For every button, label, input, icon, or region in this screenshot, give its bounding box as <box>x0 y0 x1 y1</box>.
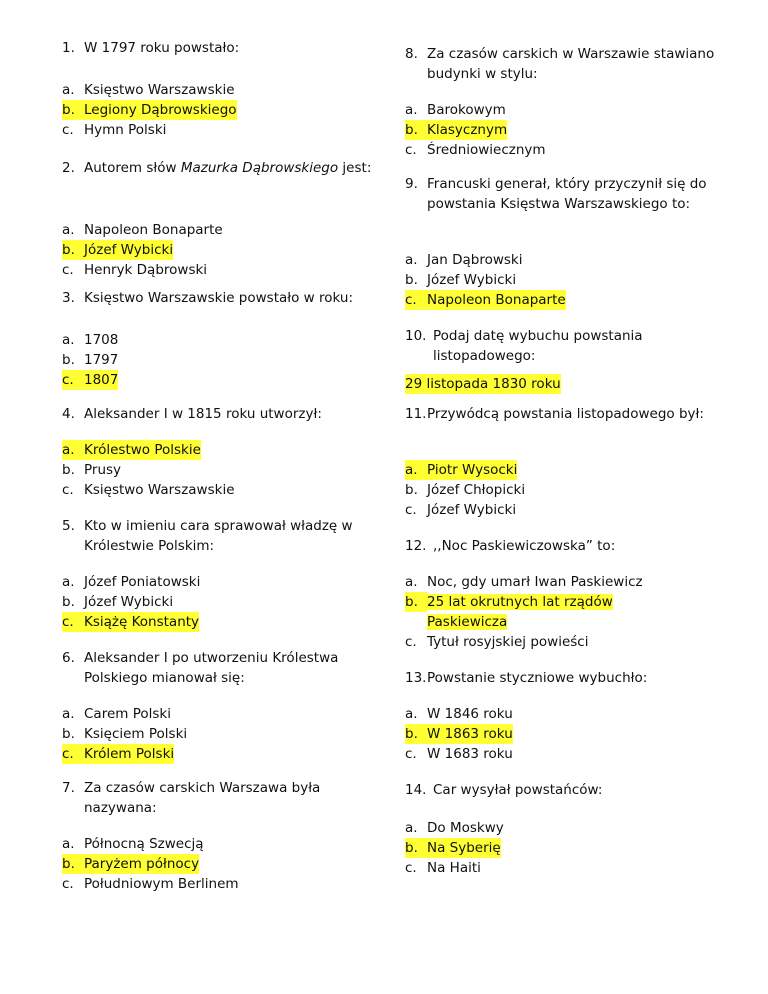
question-13 <box>405 668 725 688</box>
option-b: b. Józef Wybicki <box>62 242 174 258</box>
options-13 <box>405 704 725 764</box>
option-b: b. Legiony Dąbrowskiego <box>62 102 237 118</box>
option-c: c. Księstwo Warszawskie <box>62 482 235 498</box>
question-text: Przywódcą powstania listopadowego był: <box>427 406 704 422</box>
options-3 <box>62 330 392 390</box>
option-b: b. 1797 <box>62 352 119 368</box>
options-5 <box>62 572 392 632</box>
question-number: 12. <box>405 538 427 554</box>
options-2 <box>62 220 392 280</box>
option-a: a. Napoleon Bonaparte <box>62 222 223 238</box>
options-12 <box>405 572 725 652</box>
option-b: b. W 1863 roku <box>405 726 513 742</box>
question-number: 4. <box>62 406 75 422</box>
question-number: 1. <box>62 40 75 56</box>
options-8 <box>405 100 725 160</box>
option-c: c. Hymn Polski <box>62 122 167 138</box>
question-text: ,,Noc Paskiewiczowska” to: <box>433 538 616 554</box>
question-text: Aleksander I po utworzeniu Królestwa Polskiego mianował się: <box>84 650 339 686</box>
option-a: a. Księstwo Warszawskie <box>62 82 235 98</box>
option-b: b. Na Syberię <box>405 840 501 856</box>
question-10 <box>405 326 725 366</box>
options-1 <box>62 80 392 140</box>
option-b: b. Paryżem północy <box>62 856 200 872</box>
question-number: 9. <box>405 176 418 192</box>
options-14 <box>405 818 725 878</box>
question-9 <box>405 174 725 214</box>
question-11 <box>405 404 725 424</box>
options-7 <box>62 834 392 894</box>
question-text: Car wysyłał powstańców: <box>433 782 603 798</box>
option-c: c. Książę Konstanty <box>62 614 200 630</box>
question-text: Podaj datę wybuchu powstania listopadowego: <box>433 328 643 364</box>
option-c: c. Henryk Dąbrowski <box>62 262 208 278</box>
option-a: a. Jan Dąbrowski <box>405 252 523 268</box>
option-b: b. Księciem Polski <box>62 726 188 742</box>
option-c: c. Na Haiti <box>405 860 481 876</box>
question-6 <box>62 648 392 688</box>
option-c: c. W 1683 roku <box>405 746 513 762</box>
question-14 <box>405 780 725 800</box>
question-5 <box>62 516 392 556</box>
question-number: 13. <box>405 670 427 686</box>
question-text: Za czasów carskich Warszawa była nazywana: <box>84 780 321 816</box>
question-text: Aleksander I w 1815 roku utworzył: <box>84 406 322 422</box>
question-8 <box>405 44 725 84</box>
option-c: c. Południowym Berlinem <box>62 876 239 892</box>
question-12 <box>405 536 725 556</box>
question-number: 14. <box>405 782 427 798</box>
question-3 <box>62 288 392 308</box>
option-a: a. Piotr Wysocki <box>405 462 518 478</box>
question-text: Za czasów carskich w Warszawie stawiano budynki w stylu: <box>427 46 715 82</box>
question-number: 8. <box>405 46 418 62</box>
option-b: b. Prusy <box>62 462 122 478</box>
question-number: 10. <box>405 328 427 344</box>
question-number: 11. <box>405 406 427 422</box>
option-a: a. Noc, gdy umarł Iwan Paskiewicz <box>405 574 643 590</box>
option-b: b. 25 lat okrutnych lat rządów Paskiewicza <box>405 594 613 630</box>
question-7 <box>62 778 392 818</box>
option-c: c. Królem Polski <box>62 746 175 762</box>
options-11 <box>405 460 725 520</box>
question-2 <box>62 158 392 178</box>
option-b: b. Józef Wybicki <box>405 272 517 288</box>
option-b: b. Józef Chłopicki <box>405 482 526 498</box>
option-c: c. Średniowiecznym <box>405 142 546 158</box>
option-b: b. Józef Wybicki <box>62 594 174 610</box>
options-4 <box>62 440 392 500</box>
options-9 <box>405 250 725 310</box>
question-number: 7. <box>62 780 75 796</box>
option-a: a. Barokowym <box>405 102 506 118</box>
option-b: b. Klasycznym <box>405 122 508 138</box>
option-c: c. Napoleon Bonaparte <box>405 292 566 308</box>
question-4 <box>62 404 392 424</box>
question-text: Francuski generał, który przyczynił się do powstania Księstwa Warszawskiego to: <box>427 176 707 212</box>
option-c: c. Tytuł rosyjskiej powieści <box>405 634 589 650</box>
option-a: a. W 1846 roku <box>405 706 513 722</box>
option-a: a. Do Moskwy <box>405 820 504 836</box>
option-a: a. Królestwo Polskie <box>62 442 201 458</box>
question-text: Powstanie styczniowe wybuchło: <box>427 670 648 686</box>
option-a: a. Północną Szwecją <box>62 836 204 852</box>
question-text: W 1797 roku powstało: <box>84 40 240 56</box>
question-number: 2. <box>62 160 75 176</box>
question-text: Kto w imieniu cara sprawował władzę w Królestwie Polskim: <box>84 518 353 554</box>
option-c: c. 1807 <box>62 372 119 388</box>
question-text: Autorem słów Mazurka Dąbrowskiego jest: <box>84 160 372 176</box>
question-number: 5. <box>62 518 75 534</box>
option-a: a. Józef Poniatowski <box>62 574 201 590</box>
question-number: 6. <box>62 650 75 666</box>
option-a: a. Carem Polski <box>62 706 171 722</box>
option-a: a. 1708 <box>62 332 119 348</box>
answer-10: 29 listopada 1830 roku <box>405 376 561 392</box>
question-1 <box>62 38 392 58</box>
options-6 <box>62 704 392 764</box>
question-text: Księstwo Warszawskie powstało w roku: <box>84 290 354 306</box>
question-number: 3. <box>62 290 75 306</box>
option-c: c. Józef Wybicki <box>405 502 517 518</box>
